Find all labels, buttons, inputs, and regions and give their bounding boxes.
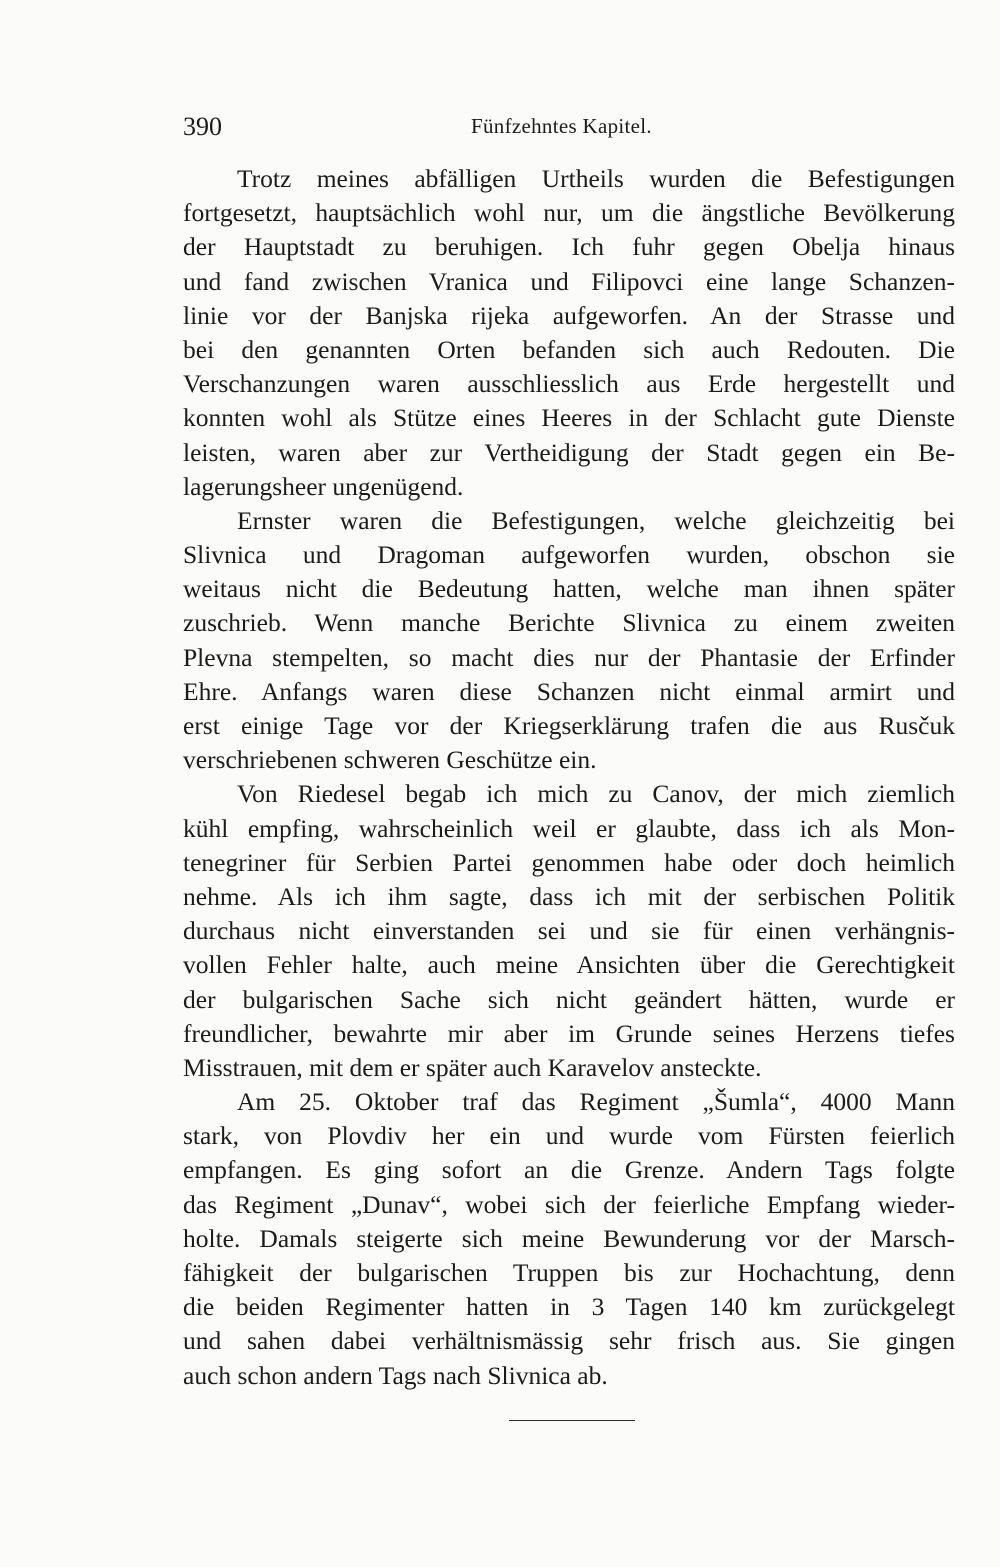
text-line: linie vor der Banjska rijeka aufgeworfen. An der Strasse und: [183, 300, 955, 330]
text-line: fortgesetzt, hauptsächlich wohl nur, um die ängstliche Bevölkerung: [183, 198, 955, 228]
text-line: tenegriner für Serbien Partei genommen habe oder doch heimlich: [183, 847, 955, 877]
text-line: stark, von Plovdiv her ein und wurde vom Fürsten feierlich: [183, 1121, 955, 1151]
text-line: bei den genannten Orten befanden sich auch Redouten. Die: [183, 334, 955, 364]
text-line: holte. Damals steigerte sich meine Bewunderung vor der Marsch-: [183, 1223, 955, 1253]
text-line: Am 25. Oktober traf das Regiment „Šumla“, 4000 Mann: [237, 1087, 955, 1117]
text-line: das Regiment „Dunav“, wobei sich der feierliche Empfang wieder-: [183, 1189, 955, 1219]
text-line: Von Riedesel begab ich mich zu Canov, der mich ziemlich: [237, 779, 955, 809]
text-line: konnten wohl als Stütze eines Heeres in der Schlacht gute Dienste: [183, 403, 955, 433]
text-line: und sahen dabei verhältnismässig sehr frisch aus. Sie gingen: [183, 1326, 955, 1356]
text-line: die beiden Regimenter hatten in 3 Tagen 140 km zurückgelegt: [183, 1292, 955, 1322]
text-line: fähigkeit der bulgarischen Truppen bis zur Hochachtung, denn: [183, 1258, 955, 1287]
text-line: freundlicher, bewahrte mir aber im Grunde seines Herzens tiefes: [183, 1018, 955, 1048]
page-header: [183, 112, 955, 148]
text-line: der bulgarischen Sache sich nicht geändert hätten, wurde er: [183, 984, 955, 1014]
text-line: zuschrieb. Wenn manche Berichte Slivnica zu einem zweiten: [183, 608, 955, 638]
text-line: Plevna stempelten, so macht dies nur der Phantasie der Erfinder: [183, 642, 955, 672]
section-end-rule: [509, 1420, 635, 1421]
text-line: der Hauptstadt zu beruhigen. Ich fuhr gegen Obelja hinaus: [183, 232, 955, 262]
text-line: nehme. Als ich ihm sagte, dass ich mit der serbischen Politik: [183, 881, 955, 911]
text-line: erst einige Tage vor der Kriegserklärung trafen die aus Rusčuk: [183, 711, 955, 740]
text-line: durchaus nicht einverstanden sei und sie für einen verhängnis-: [183, 916, 955, 946]
text-line: Ehre. Anfangs waren diese Schanzen nicht einmal armirt und: [183, 676, 955, 706]
text-line: weitaus nicht die Bedeutung hatten, welche man ihnen später: [183, 574, 955, 604]
text-line: und fand zwischen Vranica und Filipovci eine lange Schanzen-: [183, 266, 955, 296]
text-line: lagerungsheer ungenügend.: [183, 471, 464, 501]
text-line: Slivnica und Dragoman aufgeworfen wurden, obschon sie: [183, 540, 955, 570]
running-title: Fünfzehntes Kapitel.: [471, 114, 652, 138]
text-line: empfangen. Es ging sofort an die Grenze. Andern Tags folgte: [183, 1155, 955, 1185]
text-line: kühl empfing, wahrscheinlich weil er glaubte, dass ich als Mon-: [183, 813, 955, 843]
text-line: auch schon andern Tags nach Slivnica ab.: [183, 1360, 608, 1390]
text-line: Verschanzungen waren ausschliesslich aus Erde hergestellt und: [183, 369, 955, 399]
text-line: leisten, waren aber zur Vertheidigung der Stadt gegen ein Be-: [183, 437, 955, 467]
text-line: verschriebenen schweren Geschütze ein.: [183, 745, 597, 775]
text-line: Misstrauen, mit dem er später auch Karavelov ansteckte.: [183, 1052, 762, 1082]
text-line: Trotz meines abfälligen Urtheils wurden die Befestigungen: [237, 164, 955, 193]
page-number: 390: [183, 112, 222, 141]
text-line: Ernster waren die Befestigungen, welche gleichzeitig bei: [237, 505, 955, 535]
text-line: vollen Fehler halte, auch meine Ansichten über die Gerechtigkeit: [183, 950, 955, 980]
body-text: [183, 162, 955, 1393]
